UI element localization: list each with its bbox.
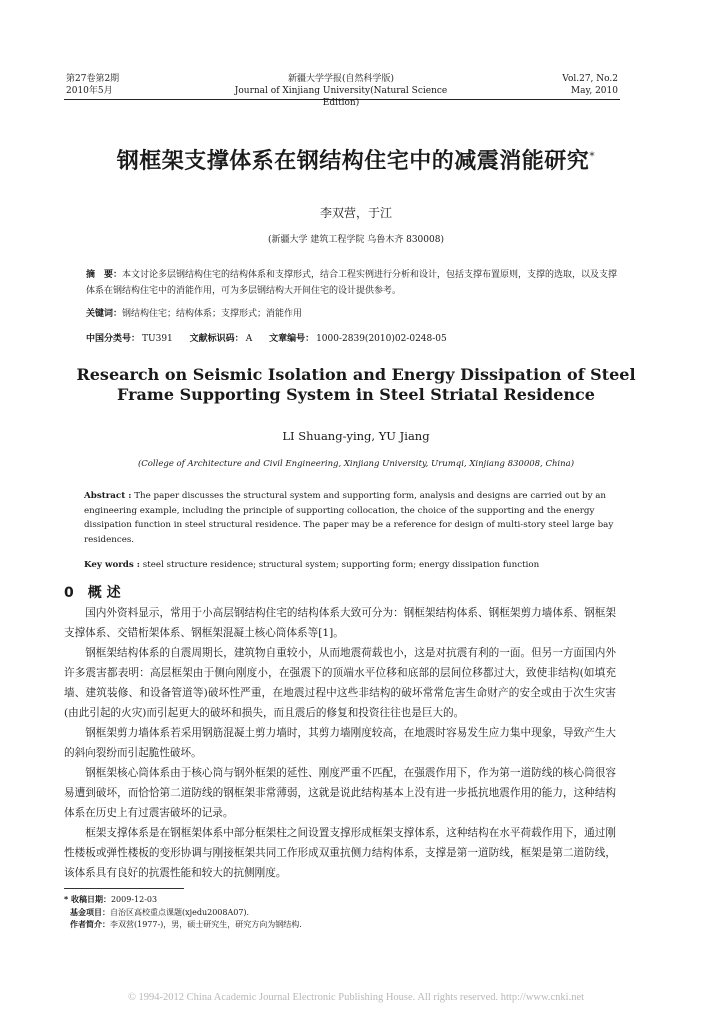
copyright-watermark: © 1994-2012 China Academic Journal Electronic Publishing House. All rights reserved. http://www.cnki.net	[127, 992, 585, 1003]
header-journal-cn: 新疆大学学报(自然科学版)	[287, 74, 395, 84]
footnotes	[64, 894, 616, 932]
article-number	[269, 334, 447, 344]
authors-chinese: 李双营，于江	[319, 206, 392, 220]
affiliation-chinese: (新疆大学 建筑工程学院 乌鲁木齐 830008)	[268, 235, 444, 245]
article-number-value: 1000-2839(2010)02-0248-05	[316, 334, 447, 344]
keywords-english-label: Key words :	[84, 560, 141, 570]
document-code-value: A	[245, 334, 253, 344]
paragraph: 钢框架核心筒体系由于核心筒与钢外框架的延性、刚度严重不匹配，在强震作用下，作为第一道防线的核心筒很容易遭到破坏，而恰恰第二道防线的钢框架非常薄弱，这就是说此结构基本上没有进一步抵抗地震作用的能力，这种结构体系在历史上有过震害破坏的记录。	[64, 767, 616, 819]
header-volume-cn: 第27卷第2期	[66, 74, 120, 84]
header-left	[66, 73, 119, 97]
footnote-fund-label: 基金项目：	[70, 907, 110, 917]
section-heading	[64, 582, 121, 602]
header-date-en: May, 2010	[570, 86, 618, 96]
footnote-fund	[64, 907, 616, 920]
footnote-author	[64, 919, 616, 932]
authors-english: LI Shuang-ying, YU Jiang	[282, 429, 430, 443]
abstract-chinese-label: 摘 要：	[86, 270, 123, 280]
clc-number	[86, 334, 173, 344]
running-header	[66, 73, 618, 108]
header-date-cn: 2010年5月	[66, 86, 113, 96]
keywords-chinese	[86, 306, 626, 322]
body-text	[64, 603, 616, 883]
header-center	[216, 73, 466, 109]
clc-label: 中国分类号：	[86, 334, 141, 344]
title-footnote-mark: *	[589, 149, 596, 163]
footnote-author-label: 作者简介：	[70, 920, 110, 929]
section-number: 0	[64, 585, 74, 601]
affiliation-english: (College of Architecture and Civil Engineering, Xinjiang University, Urumqi, Xinjiang 830008, China)	[137, 459, 575, 469]
paragraph: 框架支撑体系是在钢框架体系中部分框架柱之间设置支撑形成框架支撑体系，这种结构在水平荷载作用下，通过刚性楼板或弹性楼板的变形协调与刚接框架共同工作形成双重抗侧力结构体系，支撑是第一道防线，框架是第二道防线，该体系具有良好的抗震性能和较大的抗侧刚度。	[64, 827, 616, 879]
footnote-rule	[64, 888, 184, 889]
paragraph: 钢框架剪力墙体系若采用钢筋混凝土剪力墙时，其剪力墙刚度较高，在地震时容易发生应力集中现象，导致产生大的斜向裂纷而引起脆性破坏。	[64, 727, 616, 759]
title-chinese-text: 钢框架支撑体系在钢结构住宅中的减震消能研究	[116, 149, 590, 174]
title-chinese	[40, 144, 672, 175]
title-english	[40, 365, 672, 405]
title-english-line2: Frame Supporting System in Steel Striatal Residence	[117, 385, 595, 404]
abstract-chinese-text: 本文讨论多层钢结构住宅的结构体系和支撑形式，结合工程实例进行分析和设计，包括支撑布置原则，支撑的选取，以及支撑体系在钢结构住宅中的消能作用，可为多层钢结构大开间住宅的设计提供参考。	[86, 270, 618, 296]
document-code-label: 文献标识码：	[189, 334, 244, 344]
abstract-english-label: Abstract :	[84, 491, 132, 501]
paragraph: 钢框架结构体系的自震周期长，建筑物自重较小，从而地震荷载也小，这是对抗震有利的一面。但另一方面国内外许多震害都表明：高层框架由于侧向刚度小，在强震下的顶端水平位移和底部的层间位移都过大，致使非结构(如填充墙、建筑装修、和设备管道等)破坏性严重，在地震过程中这些非结构的破坏常常危害生命财产的安全或由于次生灾害(由此引起的火灾)而引起更大的破坏和损失，而且震后的修复和投资往往也是巨大的。	[64, 647, 616, 719]
header-rule	[64, 99, 620, 100]
header-right	[562, 73, 618, 97]
section-title: 概 述	[87, 585, 121, 601]
keywords-chinese-text: 钢结构住宅；结构体系；支撑形式；消能作用	[122, 309, 303, 319]
header-volume-en: Vol.27, No.2	[562, 74, 618, 84]
header-journal-en: Journal of Xinjiang University(Natural Science Edition)	[234, 86, 448, 108]
clc-value: TU391	[142, 334, 173, 344]
title-english-line1: Research on Seismic Isolation and Energy Dissipation of Steel	[76, 365, 636, 384]
keywords-english-text: steel structure residence; structural system; supporting form; energy dissipation function	[140, 560, 540, 570]
footnote-received	[64, 894, 616, 907]
article-number-label: 文章编号：	[269, 334, 315, 344]
document-code	[190, 334, 253, 344]
abstract-english	[84, 489, 624, 547]
footnote-received-value: 2009-12-03	[110, 895, 158, 904]
footnote-fund-value: 自治区高校重点课题(xjedu2008A07).	[110, 907, 250, 917]
footnote-received-label: * 收稿日期：	[64, 895, 111, 904]
paragraph: 国内外资料显示，常用于小高层钢结构住宅的结构体系大致可分为：钢框架结构体系、钢框架剪力墙体系、钢框架支撑体系、交错桁架体系、钢框架混凝土核心筒体系等[1]。	[64, 607, 616, 639]
abstract-chinese	[86, 267, 626, 299]
footnote-author-value: 李双营(1977-)，男，硕士研究生，研究方向为钢结构.	[110, 920, 302, 929]
keywords-chinese-label: 关键词：	[86, 309, 123, 319]
abstract-english-text: The paper discusses the structural system and supporting form, analysis and designs are carried out by an engineering example, including the principle of supporting collocation, the choice of the supporting and the energy dissipation function in steel structural residence. The paper may be a reference for design of multi-story steel large bay residences.	[84, 491, 614, 545]
classification-line	[86, 331, 626, 347]
keywords-english	[84, 558, 624, 573]
